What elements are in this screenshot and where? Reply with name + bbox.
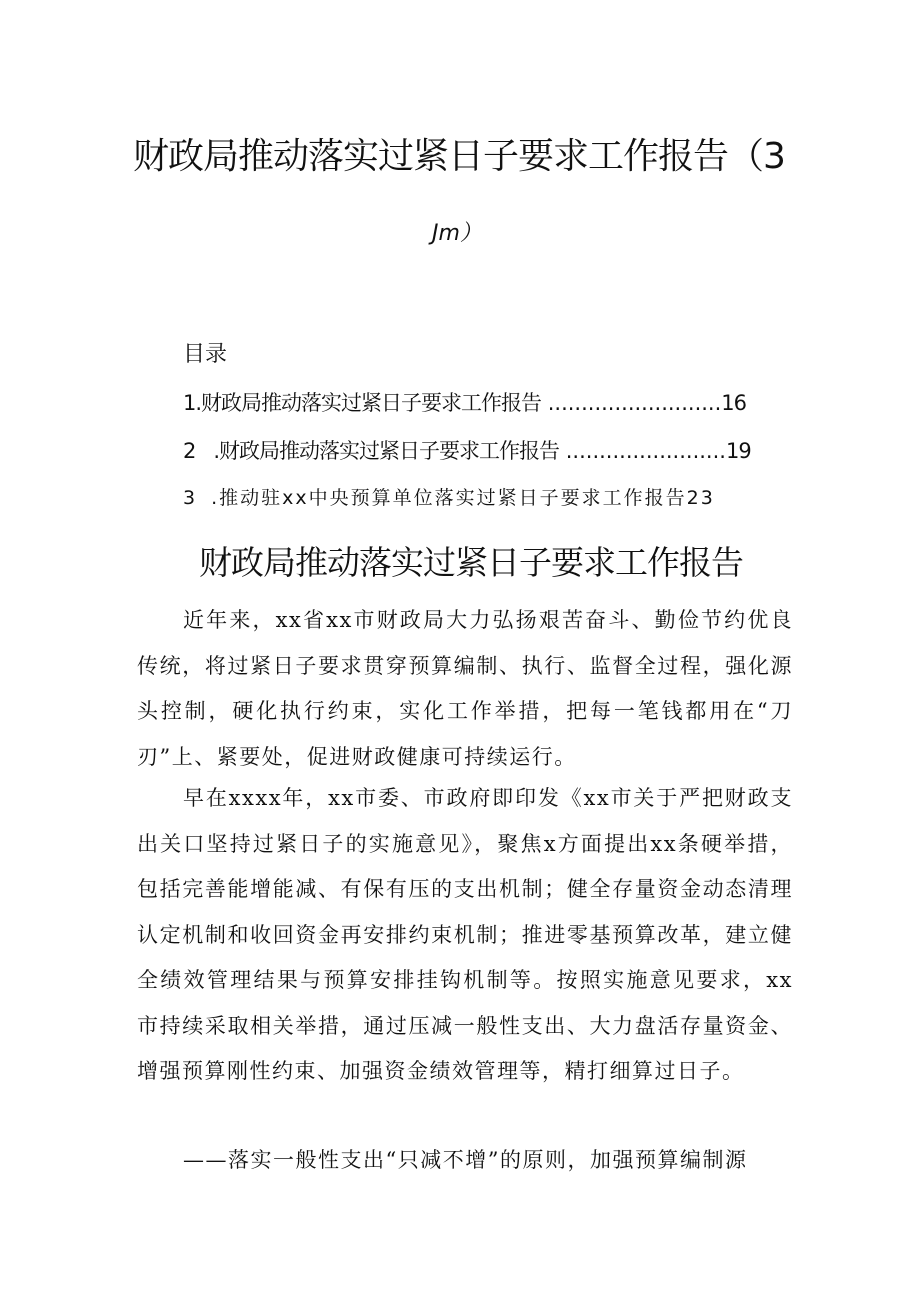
toc-entry-page: 16: [721, 391, 747, 415]
toc-entry-number: 2: [183, 439, 196, 463]
toc-entry-title: .推动驻xx中央预算单位落实过紧日子要求工作报告: [211, 487, 687, 509]
toc-entry-title: .财政局推动落实过紧日子要求工作报告: [213, 439, 560, 463]
toc-leader-dots: ..........................: [541, 391, 722, 415]
document-title: 财政局推动落实过紧日子要求工作报告（3: [133, 136, 785, 177]
toc-entry-number: 1.: [183, 391, 202, 415]
toc-entry: [183, 483, 715, 510]
toc-entry: [183, 435, 751, 465]
body-paragraph: 早在xxxx年，xx市委、市政府即印发《xx市关于严把财政支出关口坚持过紧日子的实施意见》，聚焦x方面提出xx条硬举措，包括完善能增能减、有保有压的支出机制；健全存量资金动态清理认定机制和收回资金再安排约束机制；推进零基预算改革，建立健全绩效管理结果与预算安排挂钩机制等。按照实施意见要求，xx市持续采取相关举措，通过压减一般性支出、大力盘活存量资金、增强预算刚性约束、加强资金绩效管理等，精打细算过日子。: [137, 786, 793, 1083]
toc-leader-dots: ........................: [559, 439, 726, 463]
toc-entry: [183, 387, 746, 417]
document-title-continuation: Jm）: [432, 221, 482, 246]
toc-entry-page: 19: [725, 439, 751, 463]
toc-heading: 目录: [183, 342, 228, 367]
body-paragraph: 近年来，xx省xx市财政局大力弘扬艰苦奋斗、勤俭节约优良传统，将过紧日子要求贯穿预算编制、执行、监督全过程，强化源头控制，硬化执行约束，实化工作举措，把每一笔钱都用在“刀刃”上、紧要处，促进财政健康可持续运行。: [137, 608, 793, 769]
toc-entry-number: 3: [183, 487, 198, 509]
toc-entry-page: 23: [686, 487, 715, 509]
toc-entry-title: 财政局推动落实过紧日子要求工作报告: [201, 391, 542, 415]
section-title: 财政局推动落实过紧日子要求工作报告: [199, 543, 743, 582]
body-paragraph: ——落实一般性支出“只减不增”的原则，加强预算编制源: [183, 1148, 748, 1172]
